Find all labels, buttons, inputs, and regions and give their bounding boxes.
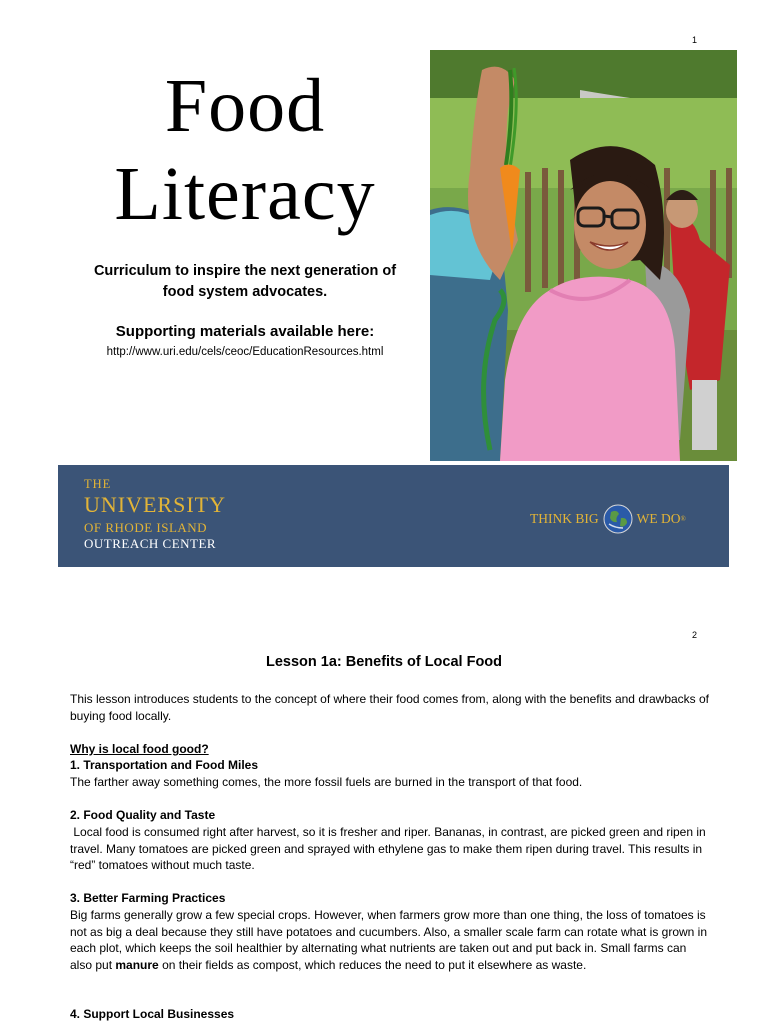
tagline — [530, 504, 686, 534]
intro-paragraph: This lesson introduces students to the concept of where their food comes from, along with the benefits and drawbacks of buying food locally. — [70, 692, 710, 723]
page-number: 1 — [692, 35, 698, 45]
banner-outreach-center: OUTREACH CENTER — [84, 536, 217, 551]
section-1-heading: 1. Transportation and Food Miles — [70, 758, 259, 772]
tagline-right: WE DO — [636, 511, 681, 526]
banner-university: UNIVERSITY — [84, 492, 226, 517]
support-heading: Supporting materials available here: — [115, 323, 375, 340]
title-line-2: Literacy — [114, 152, 376, 236]
page-number-2: 2 — [692, 630, 698, 640]
section-4-heading: 4. Support Local Businesses — [70, 1007, 235, 1021]
section-2-heading: 2. Food Quality and Taste — [70, 808, 216, 822]
title-line-1: Food — [164, 64, 326, 148]
girl-holding-carrot-photo — [430, 50, 737, 461]
university-banner — [58, 465, 729, 567]
page-title — [60, 62, 430, 238]
section-2-text: Local food is consumed right after harvest, so it is fresher and riper. Bananas, in contrast, are picked green and ripen in travel. Many tomatoes are picked green and sprayed with ethylene gas to make them ripen during travel. This results in “red” tomatoes without much taste. — [70, 825, 710, 872]
cover-photo — [430, 50, 737, 461]
section-1-text: The farther away something comes, the more fossil fuels are burned in the transport of that food. — [70, 775, 583, 789]
subtitle-line-2: food system advocates. — [162, 284, 328, 300]
lesson-title: Lesson 1a: Benefits of Local Food — [265, 654, 503, 670]
section-3-heading: 3. Better Farming Practices — [70, 891, 226, 905]
support-url[interactable]: http://www.uri.edu/cels/ceoc/EducationResources.html — [106, 346, 384, 358]
why-heading: Why is local food good? — [70, 742, 209, 756]
banner-of-rhode-island: OF RHODE ISLAND — [84, 520, 208, 535]
section-3-text-bold: manure — [115, 957, 159, 972]
subtitle-line-1: Curriculum to inspire the next generation of — [93, 263, 397, 279]
banner-the: THE — [84, 477, 112, 491]
section-3-text-before: Big farms generally grow a few special crops. However, when farmers grow more than one thing, the loss of tomatoes is not as big a deal because they still have potatoes and cucumbers. Also, a smaller scale farm can rotate what is grown in each plot, which keeps the soil healthier by alternating what nutrients are taken out and put back in. Small farms can also put — [70, 908, 708, 972]
tagline-left: THINK BIG — [530, 511, 599, 526]
section-3-text — [70, 907, 710, 973]
registered-mark: ® — [680, 515, 686, 523]
section-3-text-after: on their fields as compost, which reduces the need to put it elsewhere as waste. — [158, 957, 587, 972]
subtitle — [60, 261, 430, 303]
globe-icon — [603, 504, 633, 534]
